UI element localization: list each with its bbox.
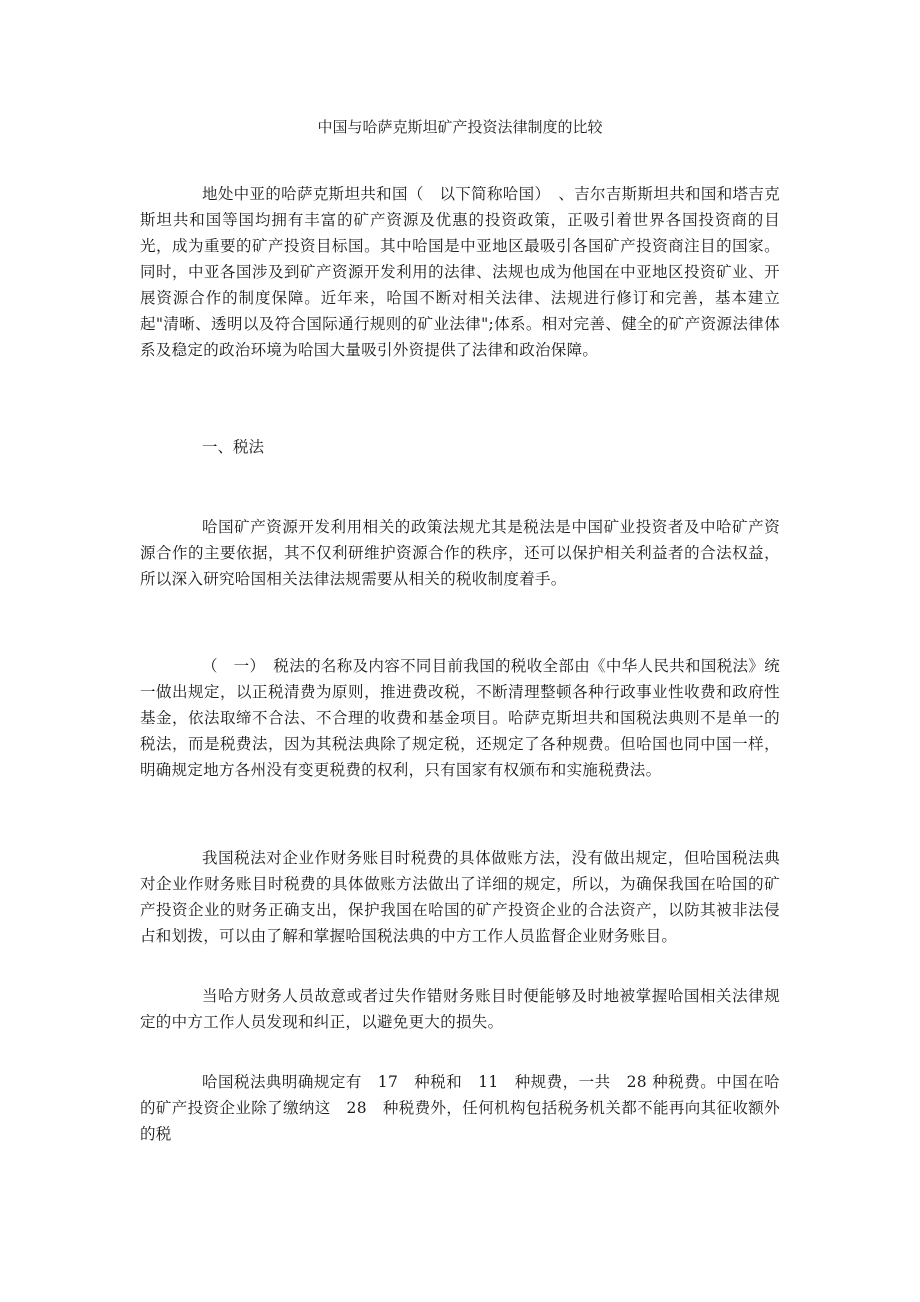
paragraph-tax-basis: 哈国矿产资源开发利用相关的政策法规尤其是税法是中国矿业投资者及中哈矿产资源合作的主要依据，其不仅利研维护资源合作的秩序，还可以保护相关利益者的合法权益，所以深入研究哈国相关法律法规需要从相关的税收制度着手。 xyxy=(140,518,780,588)
paragraph-intro: 地处中亚的哈萨克斯坦共和国（ 以下简称哈国） 、吉尔吉斯斯坦共和国和塔吉克斯坦共和国等国均拥有丰富的矿产资源及优惠的投资政策，正吸引着世界各国投资商的目光，成为重要的矿产投资目标国。其中哈国是中亚地区最吸引各国矿产投资商注目的国家。同时，中亚各国涉及到矿产资源开发利用的法律、法规也成为他国在中亚地区投资矿业、开展资源合作的制度保障。近年来，哈国不断对相关法律、法规进行修订和完善，基本建立起"清晰、透明以及符合国际通行规则的矿业法律";体系。相对完善、健全的矿产资源法律体系及稳定的政治环境为哈国大量吸引外资提供了法律和政治保障。 xyxy=(140,185,780,359)
paragraph-accounting: 我国税法对企业作财务账目时税费的具体做账方法，没有做出规定，但哈国税法典对企业作财务账目时税费的具体做账方法做出了详细的规定，所以，为确保我国在哈国的矿产投资企业的财务正确支出，保护我国在哈国的矿产投资企业的合法资产，以防其被非法侵占和划拨，可以由了解和掌握哈国税法典的中方工作人员监督企业财务账目。 xyxy=(140,849,780,945)
section-heading-tax-law: 一、税法 xyxy=(202,438,265,456)
paragraph-correction: 当哈方财务人员故意或者过失作错财务账目时便能够及时地被掌握哈国相关法律规定的中方工作人员发现和纠正，以避免更大的损失。 xyxy=(140,987,780,1031)
document-title: 中国与哈萨克斯坦矿产投资法律制度的比较 xyxy=(317,118,603,136)
paragraph-tax-count: 哈国税法典明确规定有 17 种税和 11 种规费，一共 28 种税费。中国在哈的矿产投资企业除了缴纳这 28 种税费外，任何机构包括税务机关都不能再向其征收额外的税 xyxy=(140,1073,780,1143)
paragraph-tax-names: （ 一） 税法的名称及内容不同目前我国的税收全部由《中华人民共和国税法》统一做出规定，以正税清费为原则，推进费改税，不断清理整顿各种行政事业性收费和政府性基金，依法取缔不合法、不合理的收费和基金项目。哈萨克斯坦共和国税法典则不是单一的税法，而是税费法，因为其税法典除了规定税，还规定了各种规费。但哈国也同中国一样，明确规定地方各州没有变更税费的权利，只有国家有权颁布和实施税费法。 xyxy=(140,657,780,779)
